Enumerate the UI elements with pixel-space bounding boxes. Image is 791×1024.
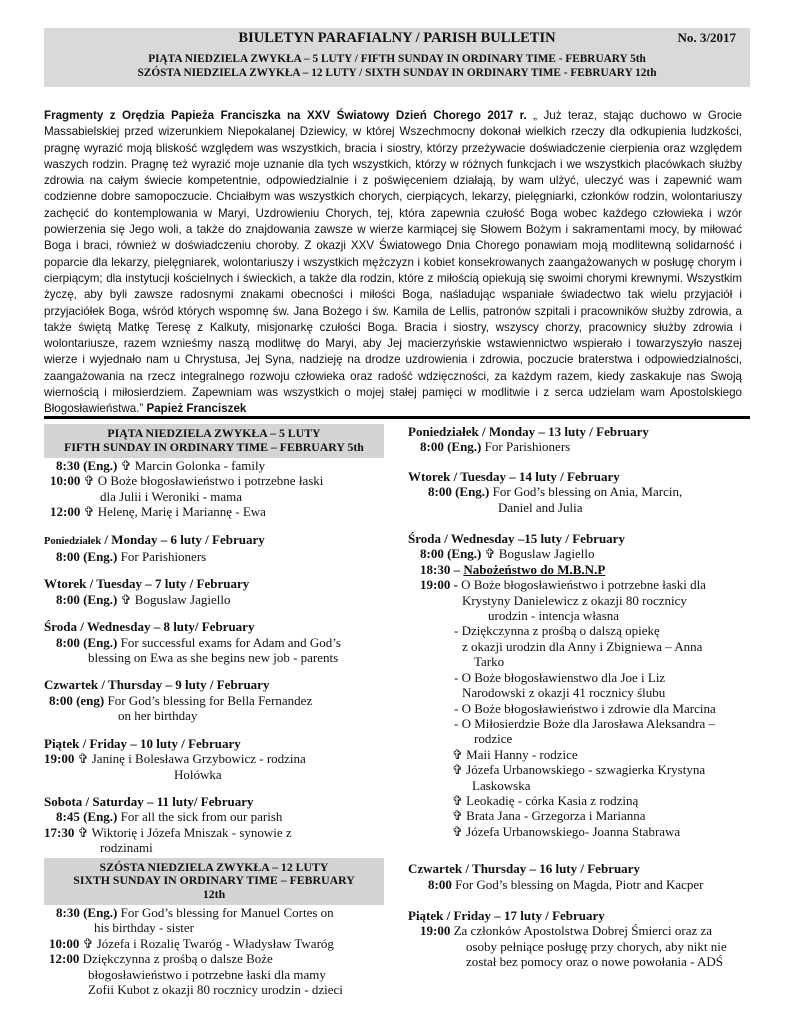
mass-entry: 8:00 (eng) For God’s blessing for Bella Fernandez <box>49 692 313 708</box>
mass-entry-cont: został bez pomocy oraz o nowe powołania - ADŚ <box>466 954 724 970</box>
intention-item: rodzice <box>474 731 513 747</box>
schedule-left-column <box>44 424 384 997</box>
mass-entry: 8:45 (Eng.) For all the sick from our parish <box>56 809 283 825</box>
mass-entry: 12:00 Dziękczynna z prośbą o dalsze Boże <box>49 951 273 967</box>
mass-entry: 8:00 (Eng.) For Parishioners <box>420 439 571 455</box>
header-sundays <box>44 48 750 87</box>
mass-entry: 8:00 (Eng.) ✞ Boguslaw Jagiello <box>420 546 595 562</box>
intention-item: Laskowska <box>472 777 531 793</box>
mass-entry: 10:00 ✞ Józefa i Rozalię Twaróg - Władysław Twaróg <box>49 935 334 951</box>
pope-signature: Papież Franciszek <box>146 402 247 416</box>
mass-entry-cont: Holówka <box>174 766 222 782</box>
day-friday-10: Piątek / Friday – 10 luty / February <box>44 735 241 751</box>
intention-item: ✞ Brata Jana - Grzegorza i Marianna <box>452 808 646 824</box>
mass-entry: 8:00 (Eng.) ✞ Boguslaw Jagiello <box>56 591 231 607</box>
bulletin-number: No. 3/2017 <box>677 30 736 45</box>
day-tuesday-14: Wtorek / Tuesday – 14 luty / February <box>408 468 620 484</box>
day-saturday-11: Sobota / Saturday – 11 luty/ February <box>44 793 254 809</box>
mass-entry: 8:00 (Eng.) For successful exams for Adam and God’s <box>56 634 341 650</box>
sunday-5-masses <box>44 458 384 520</box>
intention-item: - O Miłosierdzie Boże dla Jarosława Aleksandra – <box>454 715 716 731</box>
header-title-row <box>44 28 750 48</box>
pope-message <box>44 108 742 418</box>
intention-item: z okazji urodzin dla Anny i Zbigniewa – Anna <box>462 638 703 654</box>
mass-entry: 8:30 (Eng.) ✞ Marcin Golonka - family <box>56 458 266 473</box>
day-wednesday-15: Środa / Wednesday –15 luty / February <box>408 531 625 547</box>
mass-entry: 19:00 Za członków Apostolstwa Dobrej Śmierci oraz za <box>420 923 713 939</box>
day-tuesday-7: Wtorek / Tuesday – 7 luty / February <box>44 576 250 592</box>
sunday-12-band-date: 12th <box>202 886 226 901</box>
mass-entry: 8:30 (Eng.) For God’s blessing for Manuel Cortes on <box>56 905 334 921</box>
pope-message-body: „ Już teraz, stając duchowo w Grocie Massabielskiej przed wizerunkiem Niepokalanej Dziewicy, w której Wszechmocny dokonał wielkich rzeczy dla odkupienia ludzkości, pragnę wyrazić moją bliskość względem was wszystkich, bracia i siostry, którzy przeżywacie doświadczenie cierpienia oraz względem waszych rodzin. Pragnę też wyrazić moje uznanie dla tych wszystkich, którzy w różnych funkcjach i we wszystkich placówkach służby zdrowia na całym świecie kompetentnie, odpowiedzialnie i z poświęceniem działają, by wam ulżyć, uleczyć was i zapewnić wam codzienne dobre samopoczucie. Chciałbym was wszystkich chorych, cierpiących, lekarzy, pielęgniarki, członków rodzin, wolontariuszy zachęcić do kontemplowania w Maryi, Uzdrowieniu Chorych, tej, która zapewnia czułość Boga wobec każdego człowieka i wzór powierzenia się Jego woli, a także do znajdowania zawsze w wierze karmiącej się Słowem Bożym i sakramentami mocy, by miłować Boga i braci, również w doświadczeniu choroby. Z okazji XXV Światowego Dnia Chorego ponawiam moją modlitewną solidarność i poparcie dla lekarzy, pielęgniarek, wolontariuszy i wszystkich mężczyzn i kobiet konsekrowanych zaangażowanych w posługę chorym i cierpiącym; dla instytucji kościelnych i świeckich, a także dla rodzin, które z miłością opiekują się swoimi chorymi krewnymi. Wszystkim życzę, aby byli zawsze radosnymi znakami obecności i miłości Boga, naśladując wspaniałe świadectwo tak wielu przyjaciół i przyjaciółek Boga, wśród których wspomnę św. Jana Bożego i św. Kamila de Lellis, patronów szpitali i pracowników służby zdrowia, a także świętą Matkę Teresę z Kalkuty, misjonarkę czułości Boga. Bracia i siostry, wszyscy chorzy, pracownicy służby zdrowia i wolontariusze, razem wznieśmy naszą modlitwę do Maryi, aby Jej macierzyńskie wstawiennictwo wspierało i towarzyszyło naszej wierze i wyjednało nam u Chrystusa, Jej Syna, nadzieję na drodze uzdrowienia i zdrowia, poczucie braterstwa i odpowiedzialności, zaangażowania na rzecz integralnego rozwoju człowieka oraz radość wdzięczności, za każdym razem, kiedy zaskakuje nas Swoją wiernością i miłosierdziem. Zapewniam was wszystkich o mojej stałej pamięci w modlitwie i z serca udzielam wam Apostolskiego Błogosławieństwa.” <box>44 109 742 416</box>
mass-entry-cont: on her birthday <box>118 708 198 724</box>
sunday-12-band <box>44 858 384 906</box>
sunday-5-band-en: FIFTH SUNDAY IN ORDINARY TIME – FEBRUARY 5th <box>64 439 364 454</box>
schedule-right-column <box>408 424 754 970</box>
section-divider <box>44 416 750 419</box>
day-thursday-9: Czwartek / Thursday – 9 luty / February <box>44 677 270 693</box>
intention-item: ✞ Józefa Urbanowskiego- Joanna Stabrawa <box>452 823 681 839</box>
day-friday-17: Piątek / Friday – 17 luty / February <box>408 907 605 923</box>
mass-entry: 8:00 (Eng.) For God’s blessing on Ania, Marcin, <box>428 484 683 500</box>
mass-entry-cont: dla Julii i Weroniki - mama <box>100 488 243 504</box>
sunday-12-band-pl: SZÓSTA NIEDZIELA ZWYKŁA – 12 LUTY <box>99 859 329 874</box>
sunday-5-band <box>44 424 384 458</box>
day-wednesday-8: Środa / Wednesday – 8 luty/ February <box>44 619 255 635</box>
day-thursday-16: Czwartek / Thursday – 16 luty / February <box>408 861 640 877</box>
mass-entry: 8:00 (Eng.) For Parishioners <box>56 549 207 565</box>
intention-item: ✞ Józefa Urbanowskiego - szwagierka Krystyna <box>452 762 706 778</box>
mass-entry: 8:00 For God’s blessing on Magda, Piotr and Kacper <box>428 876 704 892</box>
mass-entry-cont: urodzin - intencja własna <box>488 608 620 624</box>
mass-entry-cont: Daniel and Julia <box>498 499 583 515</box>
mass-entry: 12:00 ✞ Helenę, Marię i Mariannę - Ewa <box>50 504 266 520</box>
day-monday-13: Poniedziałek / Monday – 13 luty / February <box>408 424 649 439</box>
mass-entry-cont: osoby pełniące posługę przy chorych, aby nikt nie <box>466 938 727 954</box>
mass-entry-cont: Krystyny Danielewicz z okazji 80 rocznicy <box>462 592 687 608</box>
intention-item: - Dziękczynna z prośbą o dalszą opiekę <box>454 623 660 639</box>
mass-entry-cont: rodzinami <box>100 840 153 856</box>
mass-entry: 19:00 ✞ Janinę i Bolesława Grzybowicz - rodzina <box>44 751 306 767</box>
header-sunday-5: PIĄTA NIEDZIELA ZWYKŁA – 5 LUTY / FIFTH SUNDAY IN ORDINARY TIME - FEBRUARY 5th <box>148 53 646 65</box>
mass-entry: 17:30 ✞ Wiktorię i Józefa Mniszak - synowie z <box>44 824 292 840</box>
sunday-5-band-pl: PIĄTA NIEDZIELA ZWYKŁA – 5 LUTY <box>107 426 321 440</box>
intention-item: ✞ Maii Hanny - rodzice <box>452 746 578 762</box>
mass-entry-cont: Zofii Kubot z okazji 80 rocznicy urodzin - dzieci <box>88 982 343 998</box>
mass-entry: 10:00 ✞ O Boże błogosławieństwo i potrzebne łaski <box>50 473 324 489</box>
sunday-12-band-en: SIXTH SUNDAY IN ORDINARY TIME – FEBRUARY <box>73 873 355 888</box>
day-monday-6: Poniedziałek / Monday – 6 luty / February <box>44 531 265 547</box>
mass-entry-cont: his birthday - sister <box>94 920 195 936</box>
intention-item: ✞ Leokadię - córka Kasia z rodziną <box>452 792 639 808</box>
pope-message-lead: Fragmenty z Orędzia Papieża Franciszka na XXV Światowy Dzień Chorego 2017 r. <box>44 109 527 122</box>
header-sunday-12: SZÓSTA NIEDZIELA ZWYKŁA – 12 LUTY / SIXTH SUNDAY IN ORDINARY TIME - FEBRUARY 12th <box>137 67 657 79</box>
intention-item: - O Boże błogosławienstwo dla Joe i Liz <box>454 669 666 685</box>
intention-item: Narodowski z okazji 41 rocznicy ślubu <box>462 685 666 701</box>
mass-entry: 19:00 - O Boże błogosławieństwo i potrzebne łaski dla <box>420 577 706 593</box>
mass-entry: 18:30 – Nabożeństwo do M.B.N.P <box>420 561 606 577</box>
bulletin-header <box>44 28 750 87</box>
bulletin-title: BIULETYN PARAFIALNY / PARISH BULLETIN <box>238 30 556 46</box>
intention-item: Tarko <box>474 654 505 670</box>
mass-entry-cont: blessing on Ewa as she begins new job - parents <box>88 650 339 666</box>
intention-item: - O Boże błogosławieństwo i zdrowie dla Marcina <box>454 700 716 716</box>
mass-entry-cont: błogosławieństwo i potrzebne łaski dla mamy <box>88 966 326 982</box>
